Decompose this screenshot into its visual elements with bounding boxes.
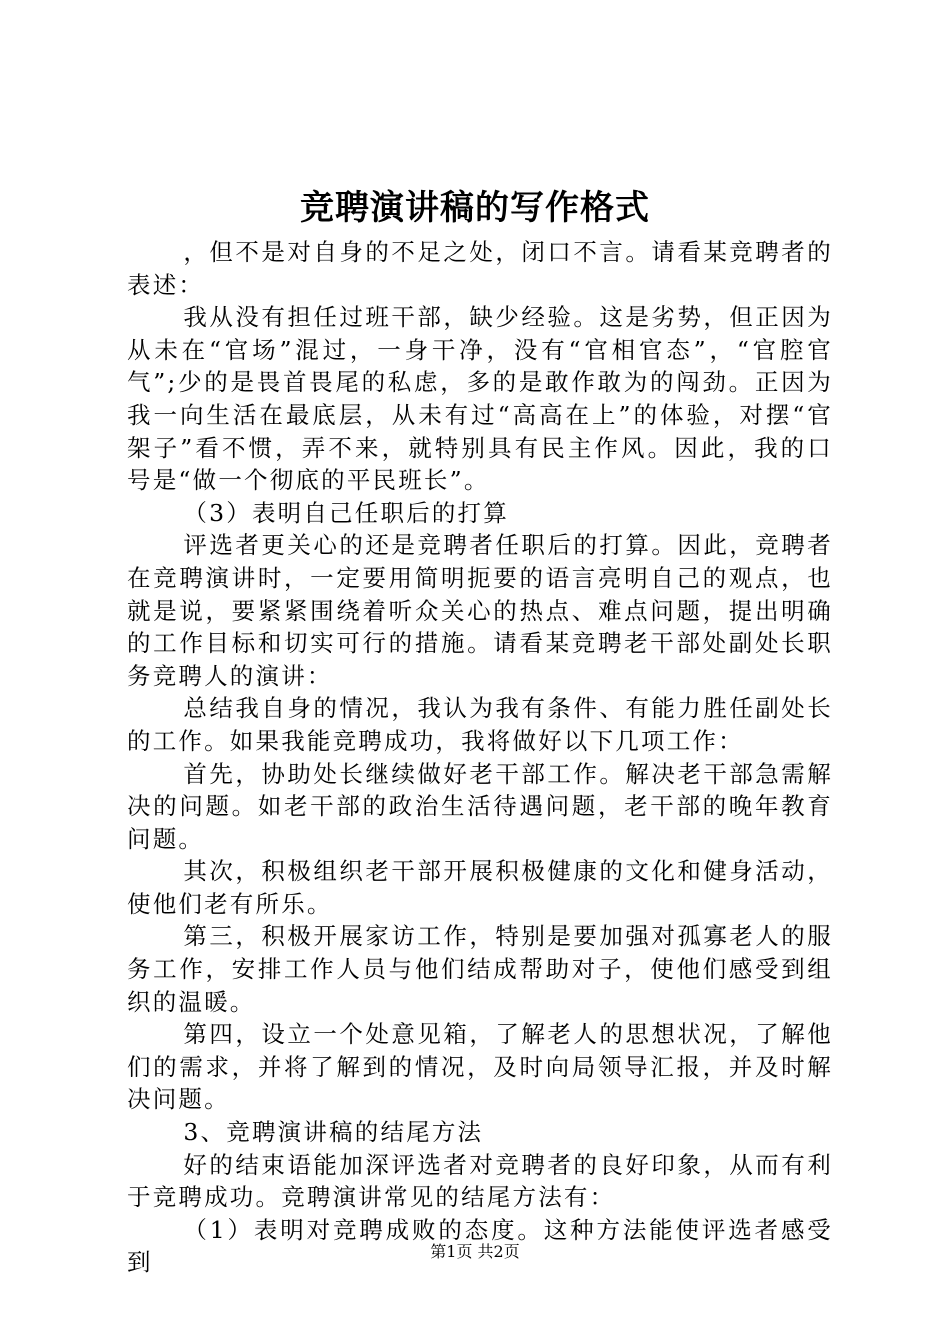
paragraph: ，但不是对自身的不足之处，闭口不言。请看某竞聘者的表述： bbox=[127, 238, 833, 299]
page-footer: 第1页 共2页 bbox=[430, 1242, 520, 1261]
paragraph: （1）表明对竞聘成败的态度。这种方法能使评选者感受到 bbox=[127, 1215, 833, 1277]
paragraph: 首先，协助处长继续做好老干部工作。解决老干部急需解决的问题。如老干部的政治生活待遇问题，老干部的晚年教育问题。 bbox=[127, 759, 833, 853]
paragraph: 总结我自身的情况，我认为我有条件、有能力胜任副处长的工作。如果我能竞聘成功，我将做好以下几项工作： bbox=[127, 694, 833, 755]
paragraph: 其次，积极组织老干部开展积极健康的文化和健身活动，使他们老有所乐。 bbox=[127, 857, 833, 918]
paragraph: 第三，积极开展家访工作，特别是要加强对孤寡老人的服务工作，安排工作人员与他们结成帮助对子，使他们感受到组织的温暖。 bbox=[127, 922, 833, 1016]
section-heading: （3）表明自己任职后的打算 bbox=[183, 498, 509, 527]
paragraph: 好的结束语能加深评选者对竞聘者的良好印象，从而有利于竞聘成功。竞聘演讲常见的结尾方法有： bbox=[127, 1150, 833, 1212]
paragraph: 评选者更关心的还是竞聘者任职后的打算。因此，竞聘者在竞聘演讲时，一定要用简明扼要的语言亮明自己的观点，也就是说，要紧紧围绕着听众关心的热点、难点问题，提出明确的工作目标和切实可行的措施。请看某竞聘老干部处副处长职务竞聘人的演讲： bbox=[127, 531, 833, 690]
document-title: 竞聘演讲稿的写作格式 bbox=[300, 188, 650, 228]
paragraph: 我从没有担任过班干部，缺少经验。这是劣势，但正因为从未在“官场”混过，一身干净，没有“官相官态”，“官腔官气”;少的是畏首畏尾的私虑，多的是敢作敢为的闯劲。正因为我一向生活在最底层，从未有过“高高在上”的体验，对摆“官架子”看不惯，弄不来，就特别具有民主作风。因此，我的口号是“做一个彻底的平民班长”。 bbox=[127, 303, 833, 495]
document-body bbox=[127, 236, 833, 1279]
paragraph: 第四，设立一个处意见箱，了解老人的思想状况，了解他们的需求，并将了解到的情况，及时向局领导汇报，并及时解决问题。 bbox=[127, 1020, 833, 1114]
section-heading: 3、竞聘演讲稿的结尾方法 bbox=[183, 1118, 484, 1147]
